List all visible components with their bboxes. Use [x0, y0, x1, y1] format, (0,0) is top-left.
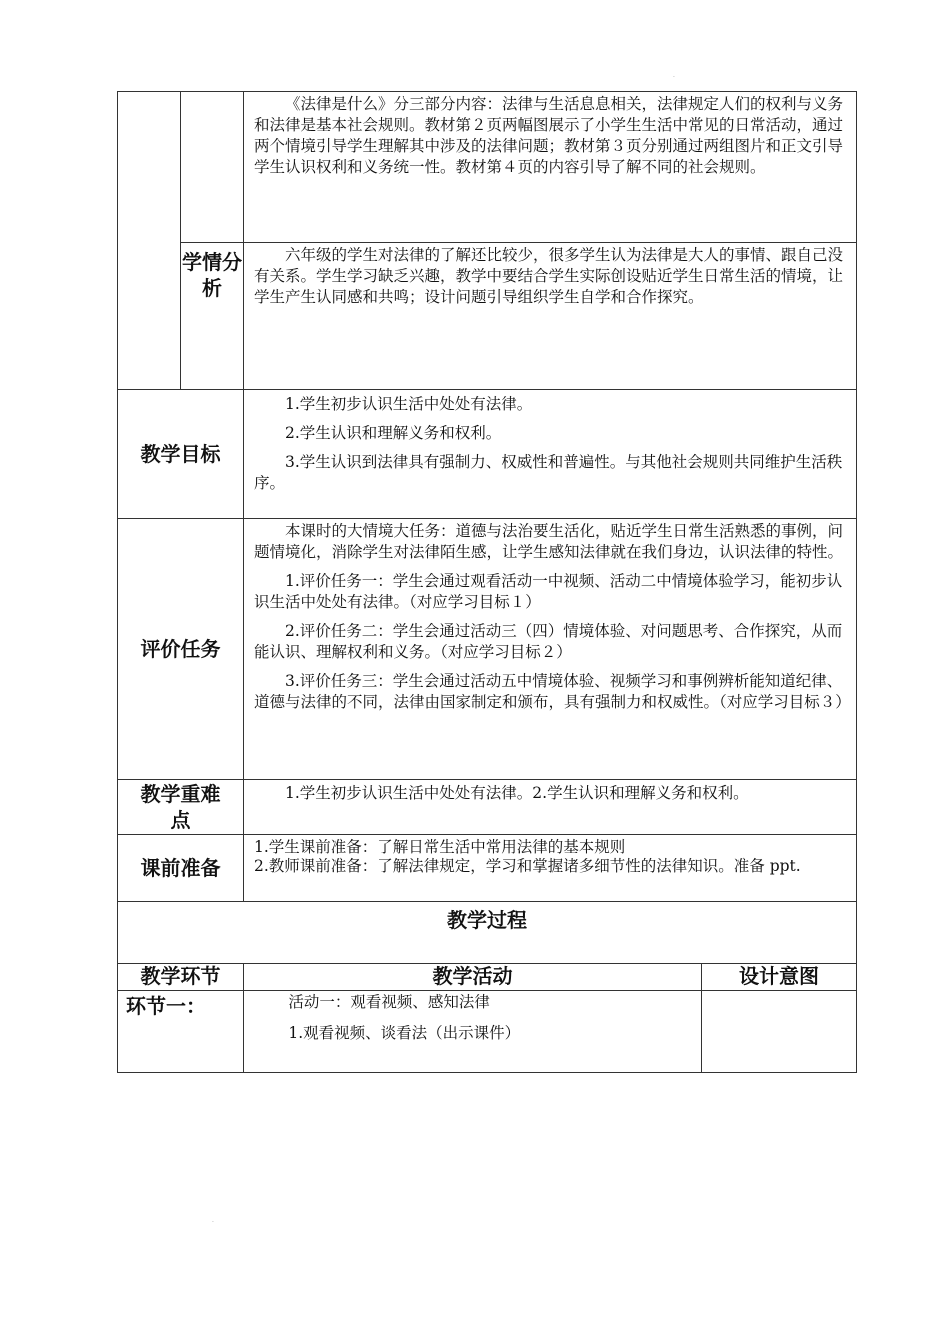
preparation-content	[244, 835, 857, 902]
preparation-label: 课前准备	[118, 835, 244, 902]
process-title-row	[118, 902, 857, 964]
goals-content	[244, 390, 857, 519]
column-header-activity: 教学活动	[244, 964, 702, 991]
key-points-paragraph: 1.学生初步认识生活中处处有法律。2.学生认识和理解义务和权利。	[285, 784, 749, 802]
student-analysis-row	[118, 243, 857, 390]
stage-activities	[244, 991, 702, 1073]
key-points-content	[244, 780, 857, 835]
goal-item: 2.学生认识和理解义务和权利。	[285, 424, 502, 442]
column-header-intent: 设计意图	[702, 964, 857, 991]
evaluation-paragraph: 本课时的大情境大任务：道德与法治要生活化，贴近学生日常生活熟悉的事例，问题情境化，消除学生对法律陌生感，让学生感知法律就在我们身边，认识法律的特性。	[254, 522, 844, 561]
preparation-row	[118, 835, 857, 902]
student-analysis-content	[244, 243, 857, 390]
stage-intent	[702, 991, 857, 1073]
process-header-row	[118, 964, 857, 991]
lesson-plan-table	[117, 91, 857, 1073]
stage-row	[118, 991, 857, 1073]
evaluation-label: 评价任务	[118, 519, 244, 780]
student-analysis-label-text: 学情分析	[182, 250, 242, 300]
key-points-label: 教学重难点	[118, 780, 244, 835]
page-mark-bottom: ·	[212, 1219, 214, 1226]
page-mark-top: ·	[673, 74, 675, 81]
evaluation-paragraph: 1.评价任务一：学生会通过观看活动一中视频、活动二中情境体验学习，能初步认识生活中处处有法律。（对应学习目标１）	[254, 572, 843, 611]
student-analysis-label	[181, 243, 244, 390]
activity-line: 1.观看视频、谈看法（出示课件）	[288, 1024, 521, 1042]
outer-label-cell	[118, 92, 181, 390]
student-analysis-paragraph: 六年级的学生对法律的了解还比较少，很多学生认为法律是大人的事情、跟自己没有关系。学生学习缺乏兴趣，教学中要结合学生实际创设贴近学生日常生活的情境，让学生产生认同感和共鸣；设计问题引导组织学生自学和合作探究。	[254, 246, 844, 306]
material-content	[244, 92, 857, 243]
material-label-cell	[181, 92, 244, 243]
material-paragraph: 《法律是什么》分三部分内容：法律与生活息息相关，法律规定人们的权利与义务和法律是基本社会规则。教材第２页两幅图展示了小学生生活中常见的日常活动，通过两个情境引导学生理解其中涉及的法律问题；教材第３页分别通过两组图片和正文引导学生认识权利和义务统一性。教材第４页的内容引导了解不同的社会规则。	[254, 95, 844, 176]
evaluation-paragraph: 3.评价任务三：学生会通过活动五中情境体验、视频学习和事例辨析能知道纪律、道德与法律的不同，法律由国家制定和颁布，具有强制力和权威性。（对应学习目标３）	[254, 672, 851, 711]
goals-label: 教学目标	[118, 390, 244, 519]
evaluation-paragraph: 2.评价任务二：学生会通过活动三（四）情境体验、对问题思考、合作探究，从而能认识、理解权利和义务。（对应学习目标２）	[254, 622, 843, 661]
process-title: 教学过程	[118, 902, 857, 964]
goal-item: 3.学生认识到法律具有强制力、权威性和普遍性。与其他社会规则共同维护生活秩序。	[254, 453, 843, 492]
column-header-stage: 教学环节	[118, 964, 244, 991]
material-row	[118, 92, 857, 243]
preparation-line: 1.学生课前准备：了解日常生活中常用法律的基本规则	[254, 838, 626, 856]
preparation-line: 2.教师课前准备：了解法律规定，学习和掌握诸多细节性的法律知识。准备 ppt.	[254, 857, 801, 875]
key-points-row	[118, 780, 857, 835]
evaluation-content	[244, 519, 857, 780]
goal-item: 1.学生初步认识生活中处处有法律。	[285, 395, 533, 413]
evaluation-row	[118, 519, 857, 780]
activity-line: 活动一：观看视频、感知法律	[288, 993, 490, 1011]
stage-label: 环节一：	[118, 991, 244, 1073]
goals-row	[118, 390, 857, 519]
